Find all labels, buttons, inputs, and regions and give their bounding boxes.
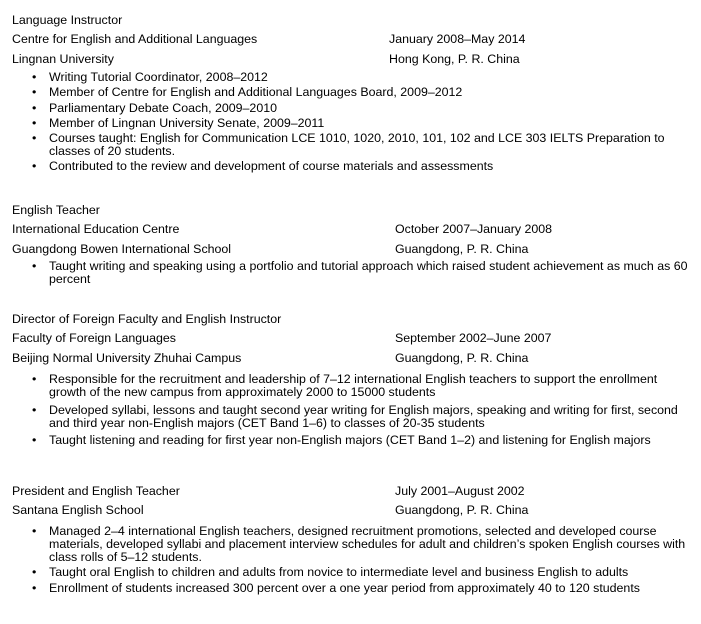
bullet-list bbox=[12, 525, 692, 595]
bullet-item: • Member of Lingnan University Senate, 2009–2011 bbox=[12, 117, 692, 130]
job-dates: September 2002–June 2007 bbox=[395, 331, 552, 346]
bullet-item: • Responsible for the recruitment and leadership of 7–12 international English teachers to support the enrollment growth of the new campus from approximately 2000 to 15000 students bbox=[12, 373, 692, 399]
bullet-item: • Developed syllabi, lessons and taught second year writing for English majors, speaking and writing for first, second and third year non-English majors (CET Band 1–6) to classes of 20-35 students bbox=[12, 404, 692, 430]
institution-line bbox=[12, 240, 692, 259]
bullet-list bbox=[12, 373, 692, 447]
bullet-item: • Enrollment of students increased 300 percent over a one year period from approximately 40 to 120 students bbox=[12, 582, 692, 595]
job-entry bbox=[12, 482, 692, 595]
job-location: Guangdong, P. R. China bbox=[395, 350, 529, 365]
job-dates: July 2001–August 2002 bbox=[395, 484, 525, 498]
organization: Centre for English and Additional Languages bbox=[12, 32, 258, 47]
job-entry bbox=[12, 201, 692, 287]
bullet-list bbox=[12, 71, 692, 173]
bullet-item: • Contributed to the review and development of course materials and assessments bbox=[12, 160, 692, 173]
bullet-item: • Courses taught: English for Communication LCE 1010, 1020, 2010, 101, 102 and LCE 303 IELTS Preparation to classes of 20 students. bbox=[12, 132, 692, 158]
institution-line bbox=[12, 349, 692, 368]
bullet-list bbox=[12, 260, 692, 286]
institution-line bbox=[12, 501, 692, 520]
institution: Lingnan University bbox=[12, 51, 114, 66]
institution: Santana English School bbox=[12, 503, 144, 518]
organization: International Education Centre bbox=[12, 222, 180, 237]
job-entry bbox=[12, 11, 692, 174]
job-location: Guangdong, P. R. China bbox=[395, 503, 529, 518]
title-line bbox=[12, 482, 692, 501]
bullet-item: • Parliamentary Debate Coach, 2009–2010 bbox=[12, 102, 692, 115]
job-dates: October 2007–January 2008 bbox=[395, 222, 553, 237]
bullet-item: • Taught oral English to children and adults from novice to intermediate level and business English to adults bbox=[12, 566, 692, 579]
job-title: President and English Teacher bbox=[12, 484, 180, 498]
bullet-item: • Managed 2–4 international English teachers, designed recruitment promotions, selected and developed course materials, developed syllabi and placement interview schedules for adult and children’s spoken English courses with class rolls of 5–12 students. bbox=[12, 525, 692, 565]
bullet-item: • Taught writing and speaking using a portfolio and tutorial approach which raised student achievement as much as 60 percent bbox=[12, 260, 692, 286]
organization: Faculty of Foreign Languages bbox=[12, 331, 176, 346]
organization-line bbox=[12, 30, 692, 49]
bullet-item: • Member of Centre for English and Additional Languages Board, 2009–2012 bbox=[12, 86, 692, 99]
job-title: Language Instructor bbox=[12, 13, 123, 27]
job-title: Director of Foreign Faculty and English Instructor bbox=[12, 312, 282, 326]
institution-line bbox=[12, 50, 692, 69]
bullet-item: • Taught listening and reading for first year non-English majors (CET Band 1–2) and listening for English majors bbox=[12, 434, 692, 447]
job-entry bbox=[12, 310, 692, 447]
job-title: English Teacher bbox=[12, 203, 100, 217]
job-dates: January 2008–May 2014 bbox=[389, 32, 526, 47]
institution: Guangdong Bowen International School bbox=[12, 241, 232, 256]
organization-line bbox=[12, 220, 692, 239]
job-location: Guangdong, P. R. China bbox=[395, 241, 529, 256]
institution: Beijing Normal University Zhuhai Campus bbox=[12, 350, 242, 365]
job-location: Hong Kong, P. R. China bbox=[389, 51, 520, 66]
bullet-item: • Writing Tutorial Coordinator, 2008–2012 bbox=[12, 71, 692, 84]
organization-line bbox=[12, 329, 692, 348]
